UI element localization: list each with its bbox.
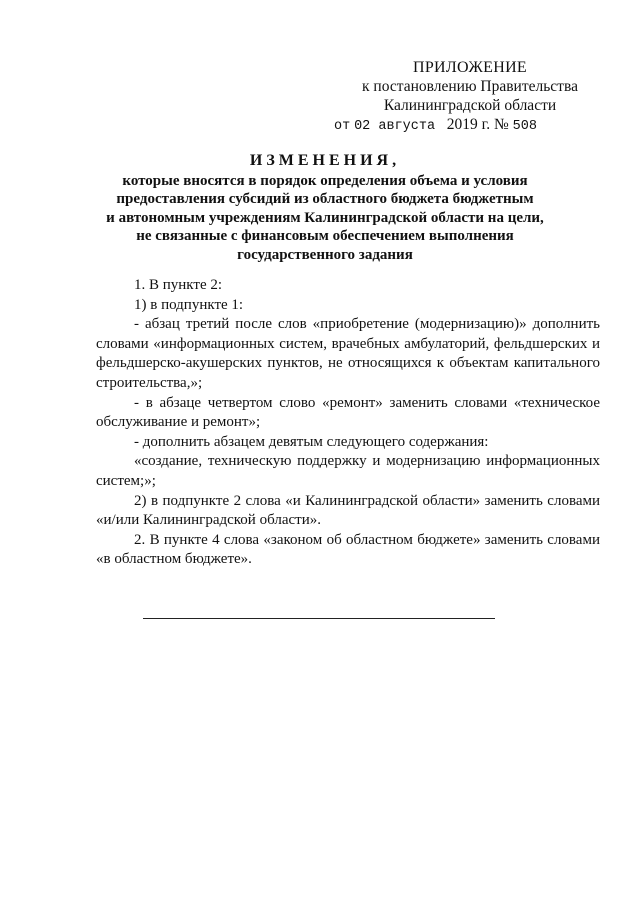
closing-rule xyxy=(143,618,495,619)
heading-line-5: государственного задания xyxy=(237,246,413,263)
date-year: 2019 г. № xyxy=(446,116,509,133)
heading-line-1: которые вносятся в порядок определения объема и условия xyxy=(122,172,528,189)
document-body xyxy=(96,276,600,570)
date-day-month: 02 августа xyxy=(354,119,436,134)
appendix-line-resolution: к постановлению Правительства xyxy=(362,78,578,95)
heading-line-3: и автономным учреждениям Калининградской области на цели, xyxy=(106,209,544,226)
paragraph-third-abzac: - абзац третий после слов «приобретение (модернизацию)» дополнить словами «информационных систем, врачебных амбулаторий, фельдшерских и фельдшерско-акушерских пунктов, не относящихся к объектам капитального строительства,»; xyxy=(96,316,600,391)
appendix-date-line xyxy=(334,115,600,136)
document-heading xyxy=(105,152,545,264)
document-number: 508 xyxy=(512,119,537,134)
appendix-line-region: Калининградской области xyxy=(383,97,557,114)
heading-line-2: предоставления субсидий из областного бюджета бюджетным xyxy=(116,191,534,207)
heading-title: ИЗМЕНЕНИЯ, xyxy=(249,152,401,169)
paragraph-fourth-abzac: - в абзаце четвертом слово «ремонт» заменить словами «техническое обслуживание и ремонт»; xyxy=(96,394,600,431)
paragraph-subitem-1: 1) в подпункте 1: xyxy=(134,296,244,313)
paragraph-subitem-2: 2) в подпункте 2 слова «и Калининградской области» заменить словами «и/или Калининградской области». xyxy=(96,492,600,529)
heading-line-4: не связанные с финансовым обеспечением выполнения xyxy=(136,228,514,244)
appendix-block xyxy=(334,58,600,136)
paragraph-add-ninth: - дополнить абзацем девятым следующего содержания: xyxy=(134,433,489,450)
paragraph-item-2: 2. В пункте 4 слова «законом об областном бюджете» заменить словами «в областном бюджете». xyxy=(96,531,600,568)
paragraph-item-1: 1. В пункте 2: xyxy=(134,277,223,293)
paragraph-ninth-content: «создание, техническую поддержку и модернизацию информационных систем;»; xyxy=(96,453,600,489)
appendix-title: ПРИЛОЖЕНИЕ xyxy=(412,59,527,76)
date-prefix: от xyxy=(334,119,351,134)
